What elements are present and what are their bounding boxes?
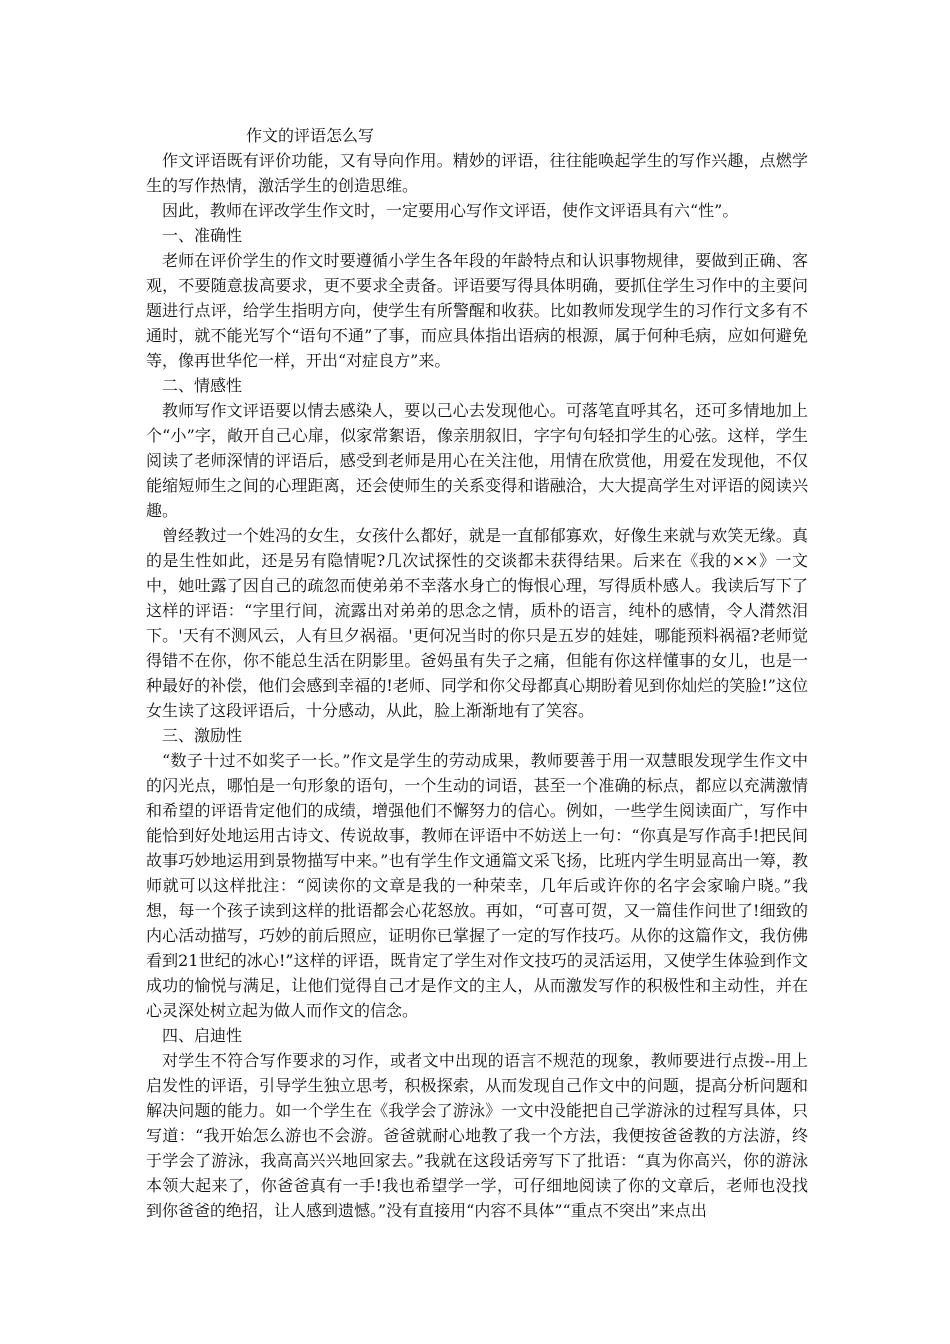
document-body bbox=[146, 123, 808, 1223]
paragraph-emotion: 教师写作文评语要以情去感染人，要以己心去发现他心。可落笔直呼其名，还可多情地加上个“小”字，敞开自己心扉，似家常絮语，像亲朋叙旧，字字句句轻扣学生的心弦。这样，学生阅读了老师深情的评语后，感受到老师是用心在关注他，用情在欣赏他，用爱在发现他，不仅能缩短师生之间的心理距离，还会使师生的关系变得和谐融洽，大大提高学生对评语的阅读兴趣。 bbox=[146, 401, 808, 520]
paragraph-example-student: 曾经教过一个姓冯的女生，女孩什么都好，就是一直郁郁寡欢，好像生来就与欢笑无缘。真的是生性如此，还是另有隐情呢?几次试探性的交谈都未获得结果。后来在《我的××》一文中，她吐露了因自己的疏忽而使弟弟不幸落水身亡的悔恨心理，写得质朴感人。我读后写下了这样的评语：“字里行间，流露出对弟弟的思念之情，质朴的语言，纯朴的感情，令人潸然泪下。'天有不测风云，人有旦夕祸福。'更何况当时的你只是五岁的娃娃，哪能预料祸福?老师觉得错不在你，你不能总生活在阴影里。爸妈虽有失子之痛，但能有你这样懂事的女儿，也是一种最好的补偿，他们会感到幸福的!老师、同学和你父母都真心期盼着见到你灿烂的笑脸!”这位女生读了这段评语后，十分感动，从此，脸上渐渐地有了笑容。 bbox=[146, 526, 808, 720]
section-heading-emotion: 二、情感性 bbox=[162, 376, 243, 395]
paragraph-accuracy: 老师在评价学生的作文时要遵循小学生各年段的年龄特点和认识事物规律，要做到正确、客观，不要随意拔高要求，更不要求全责备。评语要写得具体明确，要抓住学生习作中的主要问题进行点评，给学生指明方向，使学生有所警醒和收获。比如教师发现学生的习作行文多有不通时，就不能光写个“语句不通”了事，而应具体指出语病的根源，属于何种毛病，应如何避免等，像再世华佗一样，开出“对症良方”来。 bbox=[146, 251, 808, 370]
paragraph-encouragement: “数子十过不如奖子一长。”作文是学生的劳动成果，教师要善于用一双慧眼发现学生作文中的闪光点，哪怕是一句形象的语句，一个生动的词语，甚至一个准确的标点，都应以充满激情和希望的评语肯定他们的成绩，增强他们不懈努力的信心。例如，一些学生阅读面广，写作中能恰到好处地运用古诗文、传说故事，教师在评语中不妨送上一句：“你真是写作高手!把民间故事巧妙地运用到景物描写中来。”也有学生作文通篇文采飞扬，比班内学生明显高出一筹，教师就可以这样批注：“阅读你的文章是我的一种荣幸，几年后或许你的名字会家喻户晓。”我想，每一个孩子读到这样的批语都会心花怒放。再如，“可喜可贺，又一篇佳作问世了!细致的内心活动描写，巧妙的前后照应，证明你已掌握了一定的写作技巧。从你的这篇作文，我仿佛看到21世纪的冰心!”这样的评语，既肯定了学生对作文技巧的灵活运用，又使学生体验到作文成功的愉悦与满足，让他们觉得自己才是作文的主人，从而激发写作的积极性和主动性，并在心灵深处树立起为做人而作文的信念。 bbox=[146, 751, 808, 1020]
paragraph-intro: 作文评语既有评价功能，又有导向作用。精妙的评语，往往能唤起学生的写作兴趣，点燃学生的写作热情，激活学生的创造思维。 bbox=[146, 151, 808, 195]
paragraph-inspiration: 对学生不符合写作要求的习作，或者文中出现的语言不规范的现象，教师要进行点拨--用上启发性的评语，引导学生独立思考，积极探索，从而发现自己作文中的问题，提高分析问题和解决问题的能力。如一个学生在《我学会了游泳》一文中没能把自己学游泳的过程写具体，只写道：“我开始怎么游也不会游。爸爸就耐心地教了我一个方法，我便按爸爸教的方法游，终于学会了游泳，我高高兴兴地回家去。”我就在这段话旁写下了批语：“真为你高兴，你的游泳本领大起来了，你爸爸真有一手!我也希望学一学，可仔细地阅读了你的文章后，老师也没找到你爸爸的绝招，让人感到遗憾。”没有直接用“内容不具体”“重点不突出”来点出 bbox=[146, 1051, 808, 1220]
paragraph-six-traits: 因此，教师在评改学生作文时，一定要用心写作文评语，使作文评语具有六“性”。 bbox=[162, 201, 739, 220]
section-heading-accuracy: 一、准确性 bbox=[162, 226, 243, 245]
section-heading-inspiration: 四、启迪性 bbox=[162, 1026, 243, 1045]
document-title: 作文的评语怎么写 bbox=[246, 126, 375, 145]
section-heading-encouragement: 三、激励性 bbox=[162, 726, 243, 745]
